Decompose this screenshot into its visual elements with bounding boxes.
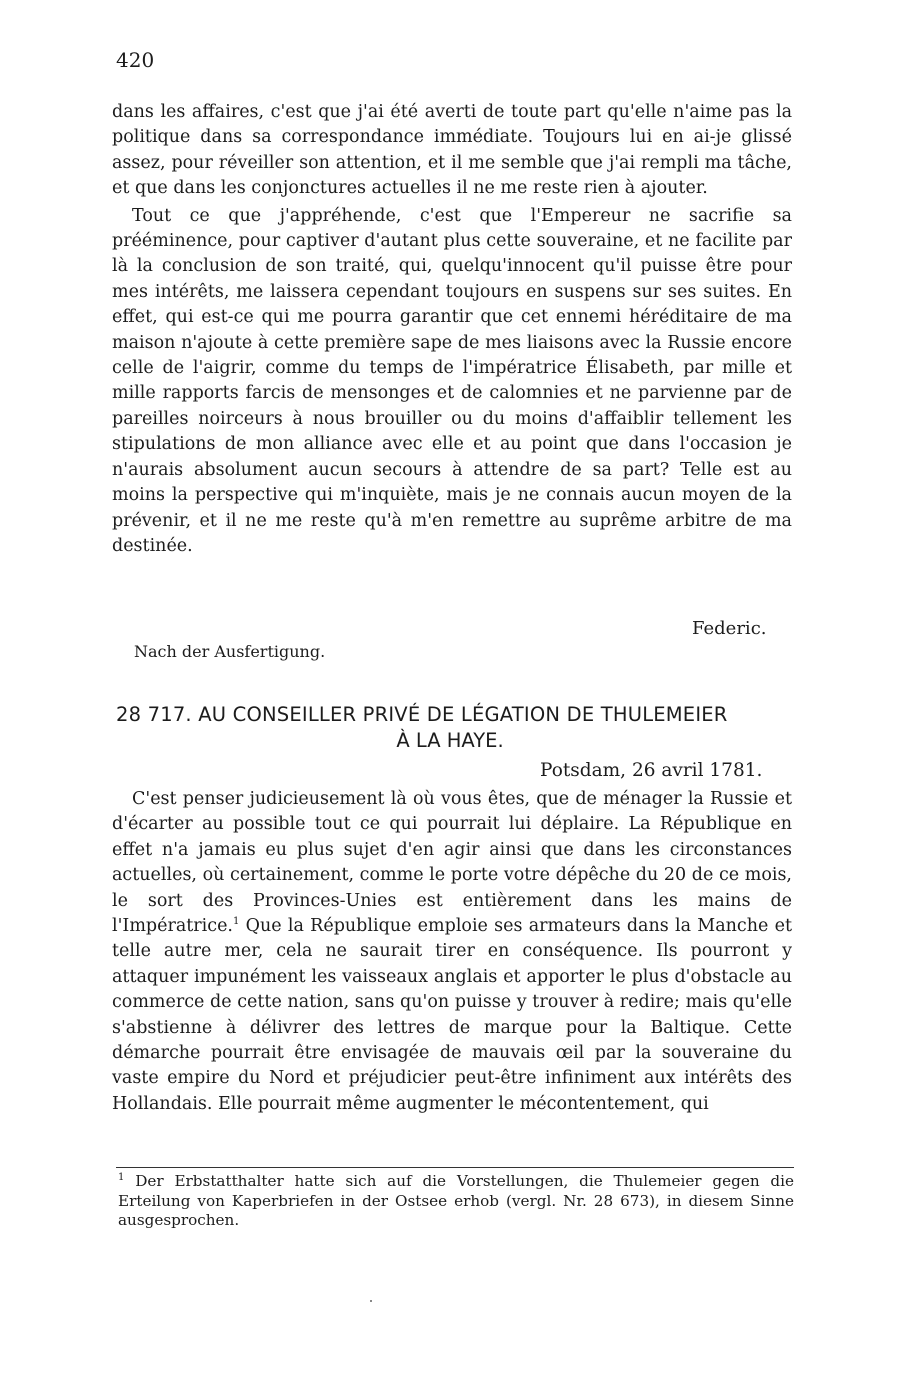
source-note: Nach der Ausfertigung. xyxy=(134,642,326,661)
footnote-text: Der Erbstatthalter hatte sich auf die Vorstellungen, die Thulemeier gegen die Erteilung von Kaperbriefen in der Ostsee erhob (vergl. Nr. 28 673), in diesem Sinne ausgesprochen. xyxy=(118,1172,794,1229)
letter-heading-place: À LA HAYE. xyxy=(396,729,504,752)
letter-ending xyxy=(112,100,792,559)
paragraph: dans les affaires, c'est que j'ai été averti de toute part qu'elle n'aime pas la politique dans sa correspondance immédiate. Toujours lui en ai-je glissé assez, pour réveiller son attention, et il me semble que j'ai rempli ma tâche, et que dans les conjonctures actuelles il ne me reste rien à ajouter. xyxy=(112,102,792,199)
footnote xyxy=(118,1172,794,1231)
footnote-divider xyxy=(116,1167,794,1168)
letter-body xyxy=(112,787,792,1117)
paragraph xyxy=(112,787,792,1117)
footnote-mark: 1 xyxy=(118,1171,125,1183)
body-text: C'est penser judicieusement là où vous êtes, que de ménager la Russie et d'écarter au possible tout ce qui pourrait lui déplaire. La République en effet n'a jamais eu plus sujet d'en agir ainsi que dans les circonstances actuelles, où certainement, comme le porte votre dépêche du 20 de ce mois, le sort des Provinces-Unies est entièrement dans les mains de l'Impératrice. xyxy=(112,789,792,937)
scan-speck xyxy=(370,1300,372,1302)
body-text: Que la République emploie ses armateurs dans la Manche et telle autre mer, cela ne saurait tirer en conséquence. Ils pourront y attaquer impunément les vaisseaux anglais et apporter le plus d'obstacle au commerce de cette nation, sans qu'on puisse y trouver à redire; mais qu'elle s'abstienne à délivrer des lettres de marque pour la Baltique. Cette démarche pourrait être envisagée de mauvais œil par la souveraine du vaste empire du Nord et préjudicier peut-être infiniment aux intérêts des Hollandais. Elle pourrait même augmenter le mécontentement, qui xyxy=(112,916,792,1114)
footnote-reference: 1 xyxy=(233,916,240,928)
letter-heading: 28 717. AU CONSEILLER PRIVÉ DE LÉGATION DE THULEMEIER xyxy=(116,703,728,726)
page-number: 420 xyxy=(116,48,155,72)
paragraph: Tout ce que j'appréhende, c'est que l'Empereur ne sacrifie sa prééminence, pour captiver d'autant plus cette souveraine, et ne facilite par là la conclusion de son traité, qui, quelqu'innocent qu'il puisse être pour mes intérêts, me laissera cependant toujours en suspens sur ses suites. En effet, qui est-ce qui me pourra garantir que cet ennemi héréditaire de ma maison n'ajoute à cette première sape de mes liaisons avec la Russie encore celle de l'aigrir, comme du temps de l'impératrice Élisabeth, par mille et mille rapports farcis de mensonges et de calomnies et ne parvienne par de pareilles noirceurs à nous brouiller ou du moins d'affaiblir tellement les stipulations de mon alliance avec elle et au point que dans l'occasion je n'aurais absolument aucun secours à attendre de sa part? Telle est au moins la perspective qui m'inquiète, mais je ne connais aucun moyen de la prévenir, et il ne me reste qu'à m'en remettre au suprême arbitre de ma destinée. xyxy=(112,205,792,556)
signature: Federic. xyxy=(692,618,767,639)
dateline: Potsdam, 26 avril 1781. xyxy=(540,760,763,781)
